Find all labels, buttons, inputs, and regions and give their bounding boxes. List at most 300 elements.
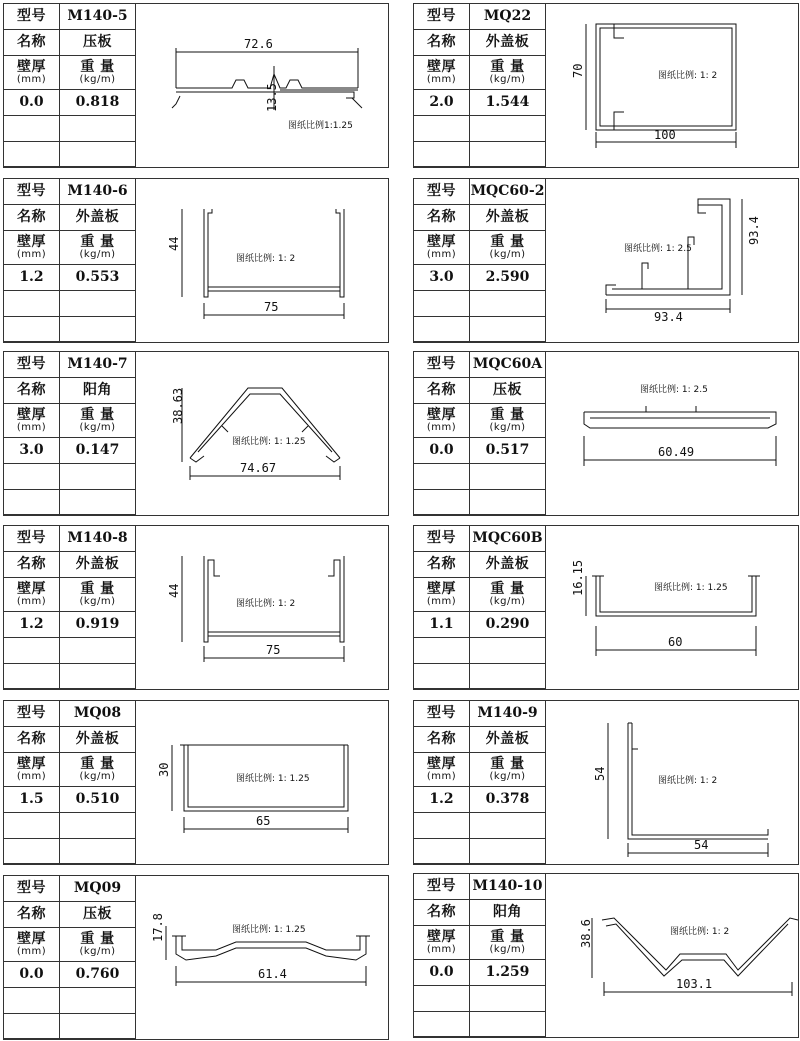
model-value: M140-9 [477,705,538,722]
model-label: 型号 [17,880,46,897]
empty-cell [60,291,135,317]
model-value-cell [60,4,135,30]
weight-label: 重 量 [490,755,525,772]
weight-value-cell [60,612,135,638]
thickness-label-cell [4,928,60,962]
profile-section-svg [136,352,388,515]
empty-cell [414,317,470,342]
name-value: 压板 [83,906,112,923]
profile-drawing [136,179,388,342]
thickness-unit: (mm) [426,943,457,955]
thickness-value: 0.0 [19,966,44,983]
spec-table [414,352,546,515]
profile-card [3,700,389,865]
thickness-unit: (mm) [16,248,47,260]
thickness-unit: (mm) [426,73,457,85]
profile-drawing [136,4,388,167]
weight-value: 2.590 [485,269,530,286]
empty-cell [470,813,545,839]
empty-cell [470,142,545,167]
weight-unit: (kg/m) [79,73,116,85]
name-label-cell [414,727,470,753]
profile-outline [614,24,624,38]
weight-value: 0.290 [485,616,530,633]
thickness-label: 壁厚 [426,58,456,75]
name-label: 名称 [17,731,46,748]
name-label-cell [414,378,470,404]
weight-unit: (kg/m) [489,770,526,782]
thickness-value: 1.5 [19,791,44,808]
name-label-cell [4,902,60,928]
scale-note: 图纸比例: 1: 1.25 [232,925,306,935]
spec-table [4,701,136,864]
spec-table [414,526,546,689]
profile-drawing [136,352,388,515]
dimension-label: 60.49 [658,445,695,459]
scale-note: 图纸比例: 1: 2 [658,71,718,81]
scale-note: 图纸比例: 1: 2 [658,776,718,786]
name-value: 压板 [83,34,112,51]
thickness-label: 壁厚 [426,928,456,945]
empty-cell [60,664,135,689]
profile-section-svg [136,526,388,689]
empty-cell [470,638,545,664]
empty-cell [4,490,60,515]
empty-cell [414,664,470,689]
model-value: MQ09 [73,880,122,897]
empty-cell [414,839,470,864]
name-value: 外盖板 [75,209,120,226]
model-label-cell [414,352,470,378]
name-label: 名称 [427,904,456,921]
thickness-value-cell [4,265,60,291]
thickness-unit: (mm) [426,595,457,607]
thickness-unit: (mm) [426,248,457,260]
empty-cell [470,317,545,342]
weight-label: 重 量 [490,580,525,597]
weight-value-cell [470,265,545,291]
profile-card [413,700,799,865]
model-value: M140-10 [472,878,543,895]
profile-card [3,178,389,343]
thickness-unit: (mm) [426,770,457,782]
thickness-label: 壁厚 [16,406,46,423]
empty-cell [4,291,60,317]
weight-value: 1.259 [485,964,530,981]
model-value-cell [60,352,135,378]
weight-value: 1.544 [485,94,530,111]
weight-unit: (kg/m) [79,945,116,957]
weight-label-cell [60,231,135,265]
model-value-cell [60,876,135,902]
scale-note: 图纸比例: 1: 2.5 [640,385,708,395]
empty-cell [414,813,470,839]
profile-card [3,3,389,168]
scale-note: 图纸比例: 1: 2.5 [624,244,692,254]
name-value: 外盖板 [485,34,530,51]
name-label: 名称 [17,906,46,923]
empty-cell [414,986,470,1012]
name-label: 名称 [17,556,46,573]
weight-label: 重 量 [80,58,115,75]
weight-unit: (kg/m) [79,248,116,260]
model-label-cell [4,701,60,727]
name-label-cell [4,205,60,231]
thickness-label-cell [414,231,470,265]
empty-cell [4,1014,60,1039]
profile-outline [328,556,344,642]
dimension-label: 60 [668,635,683,649]
weight-label: 重 量 [490,928,525,945]
thickness-value: 0.0 [429,964,454,981]
thickness-value: 1.2 [19,269,44,286]
empty-cell [470,664,545,689]
profile-section-svg [136,701,388,864]
thickness-value: 0.0 [19,94,44,111]
profile-drawing [136,701,388,864]
name-value-cell [470,900,545,926]
name-value: 阳角 [83,382,112,399]
name-label-cell [414,552,470,578]
empty-cell [470,291,545,317]
model-label: 型号 [427,356,456,373]
name-label-cell [4,30,60,56]
weight-label: 重 量 [80,406,115,423]
name-value-cell [60,205,135,231]
weight-unit: (kg/m) [489,248,526,260]
thickness-label-cell [4,404,60,438]
name-value: 压板 [493,382,522,399]
weight-value-cell [470,438,545,464]
name-value: 外盖板 [485,731,530,748]
scale-note: 图纸比例: 1: 2 [236,599,296,609]
model-value: MQC60A [472,356,543,373]
model-label-cell [4,4,60,30]
name-value-cell [470,378,545,404]
name-label: 名称 [17,209,46,226]
model-label: 型号 [427,530,456,547]
model-value-cell [470,701,545,727]
name-label: 名称 [427,382,456,399]
model-value-cell [470,874,545,900]
dimension-label: 93.4 [747,216,761,245]
thickness-value-cell [414,438,470,464]
spec-table [4,876,136,1039]
weight-value: 0.378 [485,791,530,808]
weight-value: 0.517 [485,442,530,459]
thickness-value: 3.0 [19,442,44,459]
empty-cell [4,116,60,142]
model-label: 型号 [427,705,456,722]
profile-drawing [546,352,798,515]
name-value: 外盖板 [485,556,530,573]
weight-label: 重 量 [80,755,115,772]
dimension-label: 103.1 [676,977,713,991]
profile-outline [222,426,228,432]
empty-cell [60,490,135,515]
model-value: MQ08 [73,705,122,722]
dimension-label: 54 [694,838,709,852]
name-value-cell [60,727,135,753]
empty-cell [60,1014,135,1039]
dimension-label: 30 [157,762,171,777]
model-value: M140-6 [67,183,128,200]
thickness-value-cell [4,612,60,638]
weight-label-cell [470,926,545,960]
weight-value: 0.147 [75,442,120,459]
dimension-label: 100 [654,128,676,142]
name-value-cell [60,552,135,578]
profile-section-svg [546,179,798,342]
profile-drawing [546,4,798,167]
dimension-label: 65 [256,814,271,828]
weight-value: 0.553 [75,269,120,286]
profile-outline [302,426,308,432]
spec-table [414,4,546,167]
thickness-label-cell [414,56,470,90]
name-value-cell [60,378,135,404]
empty-cell [4,664,60,689]
thickness-value-cell [414,787,470,813]
weight-unit: (kg/m) [79,421,116,433]
dimension-label: 38.63 [171,387,185,424]
dimension-label: 44 [167,583,181,598]
weight-label-cell [60,753,135,787]
model-label-cell [4,179,60,205]
model-value: MQ22 [483,8,532,25]
thickness-unit: (mm) [16,945,47,957]
model-value: MQC60-2 [470,183,545,200]
name-value-cell [60,902,135,928]
model-label-cell [414,526,470,552]
scale-note: 图纸比例1:1.25 [288,121,353,131]
thickness-label-cell [4,231,60,265]
weight-unit: (kg/m) [79,595,116,607]
empty-cell [470,490,545,515]
profile-outline [614,112,624,130]
dimension-label: 75 [264,300,279,314]
empty-cell [470,116,545,142]
profile-drawing [546,526,798,689]
model-value: M140-7 [67,356,128,373]
empty-cell [414,464,470,490]
name-label: 名称 [427,34,456,51]
thickness-value: 2.0 [429,94,454,111]
thickness-label: 壁厚 [16,580,46,597]
dimension-label: 17.8 [151,913,165,942]
thickness-value-cell [414,612,470,638]
model-value: M140-8 [67,530,128,547]
name-value: 外盖板 [485,209,530,226]
name-value: 阳角 [493,904,522,921]
weight-value: 0.510 [75,791,120,808]
thickness-label: 壁厚 [426,406,456,423]
scale-note: 图纸比例: 1: 1.25 [654,583,728,593]
weight-label-cell [60,928,135,962]
profile-drawing [546,874,798,1037]
name-label-cell [4,552,60,578]
profile-card [3,525,389,690]
profile-card [3,875,389,1040]
name-value: 外盖板 [75,556,120,573]
empty-cell [4,988,60,1014]
name-label: 名称 [17,34,46,51]
model-label: 型号 [17,356,46,373]
profile-outline [596,576,756,616]
model-value-cell [60,526,135,552]
weight-unit: (kg/m) [489,943,526,955]
profile-outline [190,388,340,458]
weight-unit: (kg/m) [489,421,526,433]
spec-table [414,179,546,342]
empty-cell [470,464,545,490]
model-label-cell [4,876,60,902]
weight-label-cell [470,578,545,612]
model-label-cell [414,179,470,205]
weight-label: 重 量 [80,233,115,250]
profile-outline [326,456,340,462]
weight-label-cell [470,231,545,265]
empty-cell [414,638,470,664]
profile-card [3,351,389,516]
profile-outline [204,556,220,642]
weight-value: 0.919 [75,616,120,633]
name-label: 名称 [427,731,456,748]
profile-section-svg [546,874,798,1037]
profile-card [413,525,799,690]
empty-cell [4,317,60,342]
name-label-cell [4,378,60,404]
profile-outline [642,263,648,289]
weight-value: 0.760 [75,966,120,983]
profile-section-svg [546,701,798,864]
weight-value: 0.818 [75,94,120,111]
profile-card [413,351,799,516]
empty-cell [4,813,60,839]
thickness-label-cell [414,578,470,612]
empty-cell [60,142,135,167]
name-label: 名称 [17,382,46,399]
profile-card [413,873,799,1038]
thickness-label-cell [4,578,60,612]
weight-label: 重 量 [490,406,525,423]
dimension-label: 72.6 [244,37,273,51]
profile-outline [336,209,344,297]
model-label-cell [4,352,60,378]
dimension-label: 13.5 [265,83,279,112]
spec-table [414,701,546,864]
thickness-value: 3.0 [429,269,454,286]
profile-outline [176,936,366,960]
model-label-cell [414,701,470,727]
model-label: 型号 [17,183,46,200]
model-label: 型号 [17,530,46,547]
thickness-value-cell [414,265,470,291]
model-label-cell [414,874,470,900]
empty-cell [470,986,545,1012]
model-label: 型号 [427,878,456,895]
spec-table [414,874,546,1037]
weight-value-cell [470,612,545,638]
name-value-cell [470,552,545,578]
name-label: 名称 [427,209,456,226]
profile-card [413,178,799,343]
weight-label-cell [60,404,135,438]
name-label-cell [414,205,470,231]
empty-cell [60,839,135,864]
profile-section-svg [136,876,388,1039]
model-value-cell [60,179,135,205]
name-label-cell [414,30,470,56]
thickness-label-cell [4,56,60,90]
thickness-value-cell [4,787,60,813]
empty-cell [470,839,545,864]
weight-label: 重 量 [490,233,525,250]
model-value: MQC60B [472,530,543,547]
profile-drawing [546,701,798,864]
weight-unit: (kg/m) [79,770,116,782]
weight-label-cell [60,56,135,90]
name-label-cell [4,727,60,753]
profile-section-svg [546,352,798,515]
scale-note: 图纸比例: 1: 1.25 [236,774,310,784]
spec-table [4,526,136,689]
name-label: 名称 [427,556,456,573]
model-label-cell [4,526,60,552]
scale-note: 图纸比例: 1: 2 [670,927,730,937]
spec-table [4,179,136,342]
name-value: 外盖板 [75,731,120,748]
thickness-label-cell [414,926,470,960]
thickness-value-cell [4,90,60,116]
name-value-cell [470,30,545,56]
thickness-label: 壁厚 [16,930,46,947]
dimension-label: 54 [593,766,607,781]
empty-cell [414,291,470,317]
model-value-cell [470,4,545,30]
empty-cell [60,988,135,1014]
empty-cell [4,464,60,490]
profile-card [413,3,799,168]
empty-cell [4,638,60,664]
profile-drawing [136,526,388,689]
profile-section-svg [546,526,798,689]
weight-value-cell [60,787,135,813]
empty-cell [470,1012,545,1037]
thickness-value-cell [4,962,60,988]
thickness-label-cell [414,753,470,787]
empty-cell [60,464,135,490]
thickness-unit: (mm) [426,421,457,433]
scale-note: 图纸比例: 1: 1.25 [232,437,306,447]
model-label: 型号 [17,705,46,722]
model-label: 型号 [17,8,46,25]
thickness-value: 0.0 [429,442,454,459]
dimension-label: 16.15 [571,559,585,596]
weight-value-cell [60,962,135,988]
empty-cell [60,317,135,342]
thickness-unit: (mm) [16,595,47,607]
thickness-value: 1.2 [429,791,454,808]
thickness-value-cell [4,438,60,464]
dimension-label: 38.6 [579,919,593,948]
profile-outline [698,205,706,213]
model-value: M140-5 [67,8,128,25]
empty-cell [414,142,470,167]
thickness-label: 壁厚 [426,580,456,597]
empty-cell [414,1012,470,1037]
spec-table [4,352,136,515]
